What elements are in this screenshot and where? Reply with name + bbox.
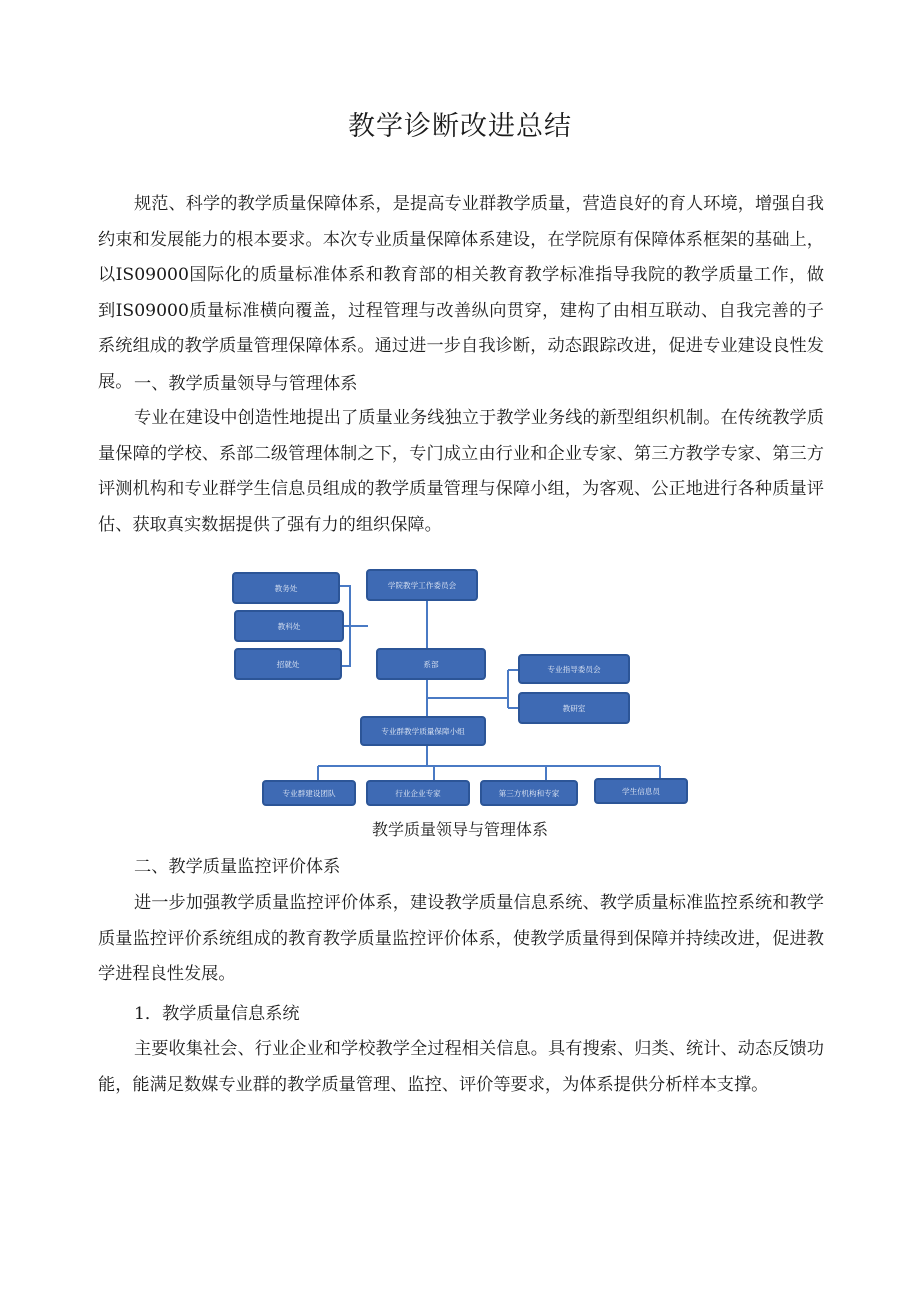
section1-paragraph: 专业在建设中创造性地提出了质量业务线独立于教学业务线的新型组织机制。在传统教学质量保障的学校、系部二级管理体制之下，专门成立由行业和企业专家、第三方教学专家、第三方评测机构和专业群学生信息员组成的教学质量管理与保障小组，为客观、公正地进行各种质量评估、获取真实数据提供了强有力的组织保障。 xyxy=(98,408,824,535)
third-party-node: 第三方机构和专家 xyxy=(480,780,578,806)
org-chart xyxy=(228,560,698,810)
section2-paragraph: 进一步加强教学质量监控评价体系，建设教学质量信息系统、教学质量标准监控系统和教学质量监控评价系统组成的教育教学质量监控评价体系，使教学质量得到保障并持续改进，促进教学进程良性发展。 xyxy=(98,893,824,984)
section1-heading: 一、教学质量领导与管理体系 xyxy=(134,374,358,394)
quality-group-node: 专业群教学质量保障小组 xyxy=(360,716,486,746)
research-office-node: 教科处 xyxy=(234,610,344,642)
industry-experts-node: 行业企业专家 xyxy=(366,780,470,806)
advisory-committee-node: 专业指导委员会 xyxy=(518,654,630,684)
department-node: 系部 xyxy=(376,648,486,680)
subsection1-paragraph: 主要收集社会、行业企业和学校教学全过程相关信息。具有搜索、归类、统计、动态反馈功能，能满足数媒专业群的教学质量管理、监控、评价等要求，为体系提供分析样本支撑。 xyxy=(98,1039,824,1095)
section2-heading: 二、教学质量监控评价体系 xyxy=(134,857,341,877)
academic-affairs-node: 教务处 xyxy=(232,572,340,604)
construction-team-node: 专业群建设团队 xyxy=(262,780,356,806)
figure-caption: 教学质量领导与管理体系 xyxy=(371,820,548,839)
college-committee-node: 学院教学工作委员会 xyxy=(366,569,478,601)
subsection1-heading: 1．教学质量信息系统 xyxy=(134,1004,300,1024)
teaching-office-node: 教研室 xyxy=(518,692,630,724)
intro-paragraph: 规范、科学的教学质量保障体系，是提高专业群教学质量，营造良好的育人环境，增强自我约束和发展能力的根本要求。本次专业质量保障体系建设，在学院原有保障体系框架的基础上，以IS09000国际化的质量标准体系和教育部的相关教育教学标准指导我院的教学质量工作，做到IS09000质量标准横向覆盖，过程管理与改善纵向贯穿，建构了由相互联动、自我完善的子系统组成的教学质量管理保障体系。通过进一步自我诊断，动态跟踪改进，促进专业建设良性发展。 xyxy=(98,194,824,392)
student-info-node: 学生信息员 xyxy=(594,778,688,804)
admissions-office-node: 招就处 xyxy=(234,648,342,680)
document-title: 教学诊断改进总结 xyxy=(348,111,572,142)
